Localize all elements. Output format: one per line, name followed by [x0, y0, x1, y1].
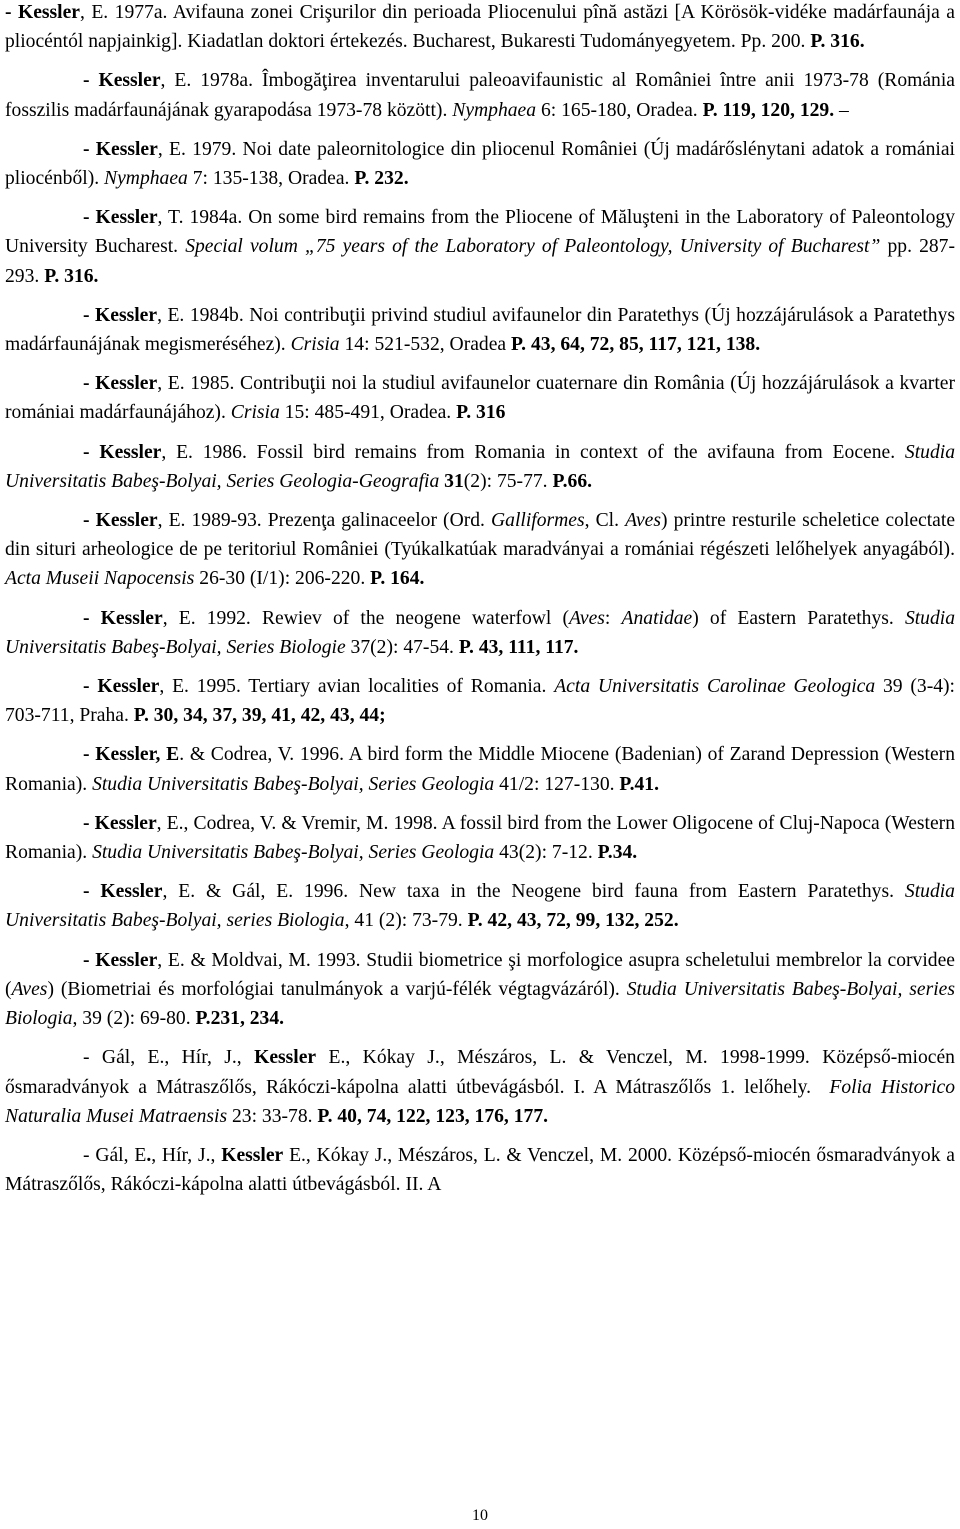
entry-text: , E. & Gál, E. 1996. New taxa in the Neogene bird fauna from Eastern Paratethys. [162, 881, 905, 903]
bold-text: P. 40, 74, 122, 123, 176, 177. [317, 1105, 549, 1127]
bibliography-entry [5, 1043, 960, 1131]
bold-text: - Kessler [5, 2, 80, 23]
italic-text: Special volum „75 years of the Laboratory of Paleontology, University of Bucharest” [185, 236, 881, 258]
entry-text: ) of Eastern Paratethys. [692, 607, 905, 629]
entry-text: 41/2: 127-130. [494, 773, 620, 795]
bold-text: - Kessler [83, 607, 163, 629]
italic-text: Studia Universitatis Babeş-Bolyai, Series Geologia [92, 842, 495, 864]
italic-text: Nymphaea [104, 168, 188, 190]
bibliography-entry [5, 66, 960, 124]
entry-text: 37(2): 47-54. [345, 636, 459, 658]
bold-text: - Kessler [83, 676, 160, 698]
bibliography-entry [5, 877, 960, 935]
bibliography-entry [5, 946, 960, 1034]
bold-text: P. 316. [44, 265, 99, 287]
italic-text: Studia Universitatis Babeş-Bolyai, Series Biologie [5, 607, 960, 658]
entry-text: 14: 521-532, Oradea [339, 334, 512, 356]
italic-text: Anatidae [621, 607, 693, 629]
entry-text: E., Kókay J., Mészáros, L. & Venczel, M. 1998-1999. Középső-miocén ősmaradványok a Mátraszőlős, Rákóczi-kápolna alatti útbevágásból. I. A Mátraszőlős 1. lelőhely. [5, 1047, 960, 1098]
entry-text: pp. 287-293. [5, 236, 955, 287]
bold-text: P. 316. [810, 31, 865, 53]
bold-text: P. 43, 111, 117. [458, 636, 579, 658]
bibliography-entry [5, 438, 960, 496]
bold-text: P. 164. [370, 568, 425, 590]
italic-text: Acta Universitatis Carolinae Geologica [554, 676, 876, 698]
bibliography-list [5, 0, 960, 1199]
italic-text: Crisia [230, 402, 280, 424]
bibliography-entry [5, 604, 960, 662]
entry-text: 39 (3-4): 703-711, Praha. [5, 676, 960, 727]
entry-text: , T. 1984a. On some bird remains from the Pliocene of Măluşteni in the Laboratory of Paleontology University Bucharest. [5, 207, 960, 258]
entry-text: - Gál, E., Hír, J., [83, 1047, 255, 1069]
entry-text: : [604, 607, 622, 629]
bold-text: - Kessler [83, 510, 158, 532]
entry-text: , Hír, J., [151, 1144, 222, 1166]
bold-text: P. 42, 43, 72, 99, 132, 252. [467, 910, 679, 932]
entry-text: ) (Biometriai és morfológiai tanulmányok a varjú-félék végtagvázáról). [47, 978, 627, 1000]
bold-text: - Kessler [83, 373, 158, 395]
entry-text: 23: 33-78. [227, 1105, 318, 1127]
entry-text: , E. 1978a. Îmbogăţirea inventarului paleoavifaunistic al României între anii 1973-78 (Románia fosszilis madárfaunájának gyarapodása 1973-78 között). [5, 70, 960, 121]
bold-text: 31 [444, 470, 464, 492]
italic-text: Studia Universitatis Babeş-Bolyai, Series Geologia [92, 773, 495, 795]
page-number: 10 [472, 1507, 488, 1524]
entry-text: ) printre resturile scheletice colectate din situri arheologice de pe teritoriul României (Tyúkalkatúak maradványai a romániai régészeti lelőhelyek anyagából). [5, 510, 960, 561]
bold-text: . [146, 1144, 152, 1166]
entry-text: , E. 1977a. Avifauna zonei Crişurilor din perioada Pliocenului pînă astăzi [A Körösök-vidéke madárfaunája a pliocéntól napjainkig]. Kiadatlan doktori értekezés. Bucharest, Bukaresti Tudományegyetem. Pp. 200. [5, 2, 960, 53]
bold-text: - Kessler [83, 812, 157, 834]
bold-text: - Kessler [83, 441, 162, 463]
entry-text: 6: 165-180, Oradea. [536, 99, 703, 121]
italic-text: Studia Universitatis Babeş-Bolyai, Series Geologia-Geografia [5, 441, 960, 492]
bibliography-entry [5, 301, 960, 359]
bibliography-entry [5, 1141, 960, 1199]
italic-text: Galliformes [491, 510, 585, 532]
bold-text: - Kessler [83, 138, 158, 160]
bold-text: - Kessler [83, 207, 158, 229]
entry-text: , E. 1985. Contribuţii noi la studiul avifaunelor cuaternare din România (Új hozzájárulások a kvarter romániai madárfaunájához). [5, 373, 960, 424]
document-page [5, 0, 960, 1529]
entry-text: (2): 75-77. [463, 470, 553, 492]
bibliography-entry [5, 369, 960, 427]
italic-text: Aves [569, 607, 605, 629]
entry-text: 43(2): 7-12. [494, 842, 598, 864]
entry-text: 15: 485-491, Oradea. [279, 402, 457, 424]
bibliography-entry [5, 809, 960, 867]
entry-text: 26-30 (I/1): 206-220. [194, 568, 371, 590]
bibliography-entry [5, 203, 960, 291]
italic-text: Studia Universitatis Babeş-Bolyai, series Biologia [5, 881, 960, 932]
entry-text: , E. 1986. Fossil bird remains from Romania in context of the avifauna from Eocene. [161, 441, 905, 463]
italic-text: Aves [625, 510, 661, 532]
entry-text: , E. 1989-93. Prezenţa galinaceelor (Ord. [157, 510, 492, 532]
entry-text: , E., Codrea, V. & Vremir, M. 1998. A fossil bird from the Lower Oligocene of Cluj-Napoca (Western Romania). [5, 812, 960, 864]
bold-text: - Kessler, E [83, 744, 180, 766]
entry-text: , E. 1979. Noi date paleornitologice din pliocenul României (Új madárőslénytani adatok a romániai pliocénből). [5, 138, 960, 190]
entry-text: . & Codrea, V. 1996. A bird form the Middle Miocene (Badenian) of Zarand Depression (Western Romania). [5, 744, 960, 795]
bold-text: P.231, 234. [195, 1008, 285, 1030]
bibliography-entry [5, 0, 960, 56]
italic-text: Studia Universitatis Babeş-Bolyai, series Biologia [5, 978, 960, 1030]
entry-text: , Cl. [584, 510, 626, 532]
bold-text: - Kessler [83, 304, 158, 326]
bibliography-entry [5, 672, 960, 730]
bold-text: P. 232. [354, 168, 409, 190]
italic-text: Aves [11, 978, 48, 1000]
bold-text: Kessler [254, 1047, 317, 1069]
entry-text: , 39 (2): 69-80. [72, 1008, 196, 1030]
bibliography-entry [5, 740, 960, 798]
italic-text: Nymphaea [452, 99, 537, 121]
entry-text: , E. & Moldvai, M. 1993. Studii biometrice şi morfologice asupra scheletului membrelor la corvidee ( [5, 949, 960, 1000]
bold-text: - Kessler [83, 70, 161, 92]
bold-text: P. 119, 120, 129. [702, 99, 835, 121]
bold-text: P.66. [552, 470, 593, 492]
entry-text: E., Kókay J., Mészáros, L. & Venczel, M. 2000. Középső-miocén ősmaradványok a Mátraszőlős, Rákóczi-kápolna alatti útbevágásból. II. A [5, 1144, 960, 1196]
entry-text: , E. 1995. Tertiary avian localities of Romania. [159, 676, 555, 698]
bold-text: P. 30, 34, 37, 39, 41, 42, 43, 44; [133, 705, 386, 727]
entry-text: , E. 1984b. Noi contribuţii privind studiul avifaunelor din Paratethys (Új hozzájárulások a Paratethys madárfaunájának megismeréséhez). [5, 304, 960, 356]
bold-text: P. 43, 64, 72, 85, 117, 121, 138. [511, 334, 761, 356]
italic-text: Folia Historico Naturalia Musei Matraensis [5, 1076, 960, 1127]
entry-text: , E. 1992. Rewiev of the neogene waterfowl ( [162, 607, 570, 629]
italic-text: Acta Museii Napocensis [5, 568, 195, 590]
italic-text: Crisia [290, 334, 340, 356]
entry-text: , 41 (2): 73-79. [344, 910, 468, 932]
entry-text: - Gál, E [83, 1144, 147, 1166]
bibliography-entry [5, 506, 960, 594]
bibliography-entry [5, 135, 960, 193]
bold-text: - Kessler [83, 881, 163, 903]
bold-text: P.41. [619, 773, 659, 795]
bold-text: P. 316 [456, 402, 506, 424]
bold-text: Kessler [221, 1144, 284, 1166]
bold-text: P.34. [597, 842, 638, 864]
bold-text: - Kessler [83, 949, 158, 971]
entry-text: – [834, 99, 849, 121]
entry-text: 7: 135-138, Oradea. [187, 168, 355, 190]
